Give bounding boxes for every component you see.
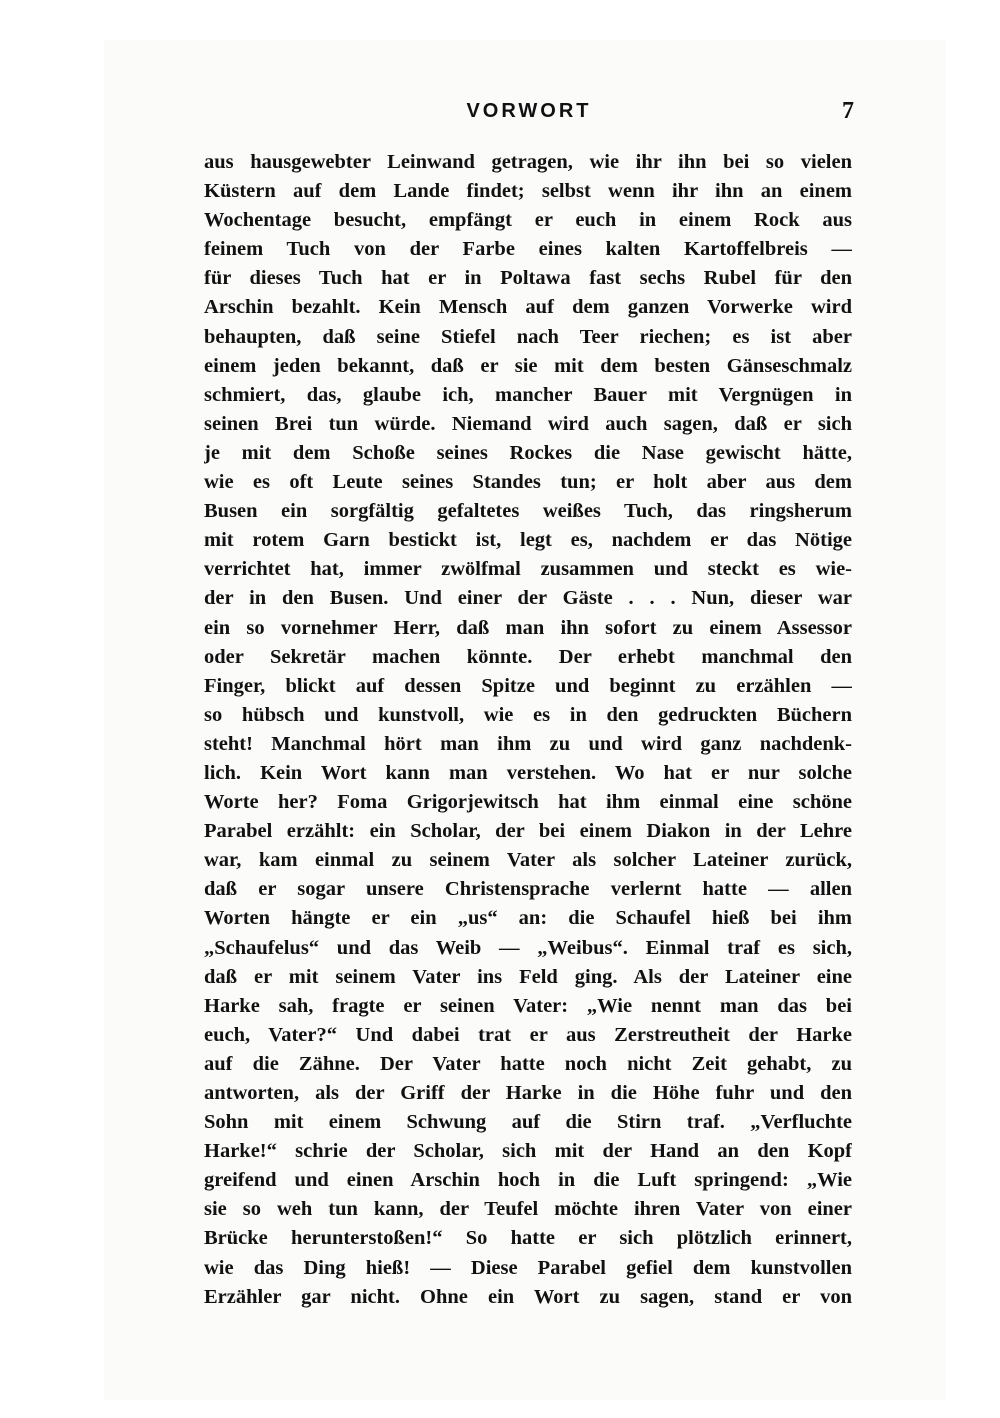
text-line: greifend und einen Arschin hoch in die Luft springend: „Wie — [204, 1169, 852, 1192]
text-line: wie es oft Leute seines Standes tun; er holt aber aus dem — [204, 471, 852, 494]
text-line: euch, Vater?“ Und dabei trat er aus Zerstreutheit der Harke — [204, 1023, 852, 1046]
text-line: Brücke herunterstoßen!“ So hatte er sich plötzlich erinnert, — [204, 1227, 852, 1250]
text-line: „Schaufelus“ und das Weib — „Weibus“. Einmal traf es sich, — [204, 936, 852, 959]
text-line: auf die Zähne. Der Vater hatte noch nicht Zeit gehabt, zu — [204, 1052, 852, 1075]
text-line: seinen Brei tun würde. Niemand wird auch sagen, daß er sich — [204, 412, 852, 435]
page-header — [204, 100, 854, 134]
text-line: Sohn mit einem Schwung auf die Stirn traf. „Verfluchte — [204, 1111, 852, 1134]
text-line: Harke!“ schrie der Scholar, sich mit der Hand an den Kopf — [204, 1140, 852, 1163]
text-line: antworten, als der Griff der Harke in die Höhe fuhr und den — [204, 1082, 852, 1104]
text-line: Busen ein sorgfältig gefaltetes weißes Tuch, das ringsherum — [204, 500, 852, 523]
text-line: Worte her? Foma Grigorjewitsch hat ihm einmal eine schöne — [204, 791, 852, 814]
text-line: behaupten, daß seine Stiefel nach Teer riechen; es ist aber — [204, 325, 852, 348]
text-line: daß er sogar unsere Christensprache verlernt hatte — allen — [204, 878, 852, 901]
text-line: sie so weh tun kann, der Teufel möchte ihren Vater von einer — [204, 1198, 852, 1221]
text-line: für dieses Tuch hat er in Poltawa fast sechs Rubel für den — [204, 267, 852, 290]
text-line: Erzähler gar nicht. Ohne ein Wort zu sagen, stand er von — [204, 1285, 852, 1308]
running-head: VORWORT — [466, 100, 592, 122]
text-line: steht! Manchmal hört man ihm zu und wird ganz nachdenk- — [204, 732, 852, 755]
text-line: je mit dem Schoße seines Rockes die Nase gewischt hätte, — [204, 441, 852, 464]
text-line: wie das Ding hieß! — Diese Parabel gefiel dem kunstvollen — [204, 1256, 852, 1279]
text-line: aus hausgewebter Leinwand getragen, wie ihr ihn bei so vielen — [204, 151, 852, 173]
body-text — [204, 148, 852, 1312]
text-line: Finger, blickt auf dessen Spitze und beginnt zu erzählen — — [204, 674, 852, 697]
page-number: 7 — [842, 98, 854, 124]
text-line: feinem Tuch von der Farbe eines kalten Kartoffelbreis — — [204, 238, 852, 261]
text-line: war, kam einmal zu seinem Vater als solcher Lateiner zurück, — [204, 849, 852, 872]
text-line: Küstern auf dem Lande findet; selbst wenn ihr ihn an einem — [204, 180, 852, 203]
text-line: einem jeden bekannt, daß er sie mit dem besten Gänseschmalz — [204, 354, 852, 377]
text-line: Wochentage besucht, empfängt er euch in einem Rock aus — [204, 209, 852, 232]
text-line: Worten hängte er ein „us“ an: die Schaufel hieß bei ihm — [204, 907, 852, 930]
text-line: mit rotem Garn bestickt ist, legt es, nachdem er das Nötige — [204, 529, 852, 552]
text-line: lich. Kein Wort kann man verstehen. Wo hat er nur solche — [204, 761, 852, 784]
text-line: der in den Busen. Und einer der Gäste . . . Nun, dieser war — [204, 587, 852, 610]
text-line: oder Sekretär machen könnte. Der erhebt manchmal den — [204, 645, 852, 668]
text-line: Harke sah, fragte er seinen Vater: „Wie nennt man das bei — [204, 994, 852, 1017]
text-line: verrichtet hat, immer zwölfmal zusammen und steckt es wie- — [204, 558, 852, 581]
text-line: Arschin bezahlt. Kein Mensch auf dem ganzen Vorwerke wird — [204, 296, 852, 319]
text-line: ein so vornehmer Herr, daß man ihn sofort zu einem Assessor — [204, 616, 852, 639]
text-line: Parabel erzählt: ein Scholar, der bei einem Diakon in der Lehre — [204, 820, 852, 843]
text-line: so hübsch und kunstvoll, wie es in den gedruckten Büchern — [204, 703, 852, 726]
text-line: daß er mit seinem Vater ins Feld ging. Als der Lateiner eine — [204, 965, 852, 988]
text-line: schmiert, das, glaube ich, mancher Bauer mit Vergnügen in — [204, 383, 852, 406]
